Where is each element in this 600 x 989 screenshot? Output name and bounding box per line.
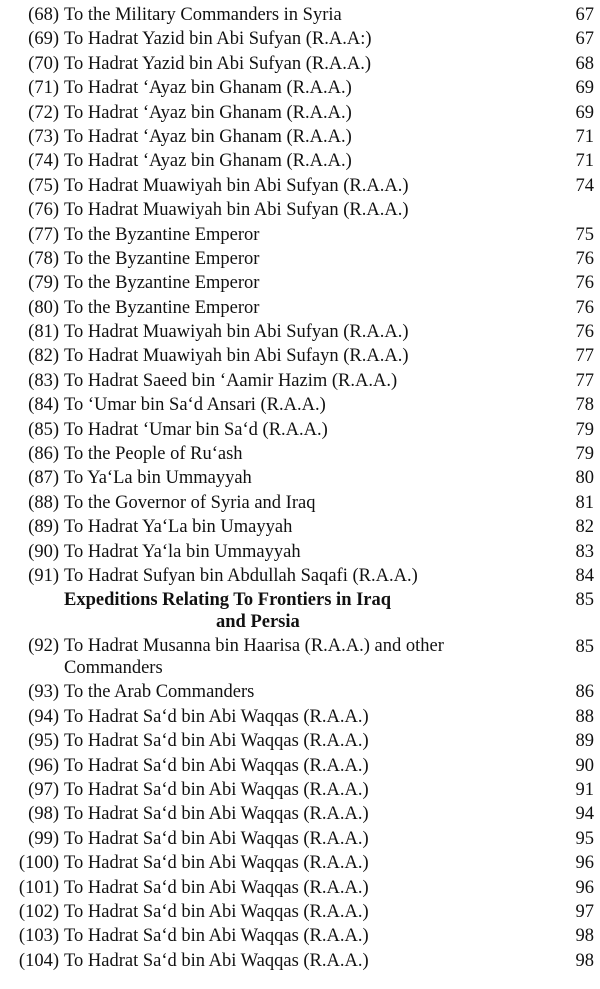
toc-entries-93-104 <box>0 680 600 973</box>
entry-page: 71 <box>575 151 594 172</box>
entry-title: To the Governor of Syria and Iraq <box>64 492 316 513</box>
entry-page: 78 <box>575 395 594 416</box>
entry-page: 77 <box>575 346 594 367</box>
section-heading-page: 85 <box>575 590 594 611</box>
entry-number: (81) <box>28 322 59 343</box>
entry-page: 89 <box>575 731 594 752</box>
entry-title: To Hadrat Sa‘d bin Abi Waqqas (R.A.A.) <box>64 950 369 971</box>
toc-entry <box>0 271 600 295</box>
entry-number: (103) <box>18 926 59 947</box>
entry-title: To Hadrat ‘Ayaz bin Ghanam (R.A.A.) <box>64 102 352 123</box>
entry-page: 98 <box>575 950 594 971</box>
entry-number: (84) <box>28 395 59 416</box>
toc-entry <box>0 3 600 27</box>
toc-entry <box>0 705 600 729</box>
toc-entry <box>0 296 600 320</box>
entry-number: (89) <box>28 517 59 538</box>
entry-title: To Hadrat ‘Ayaz bin Ghanam (R.A.A.) <box>64 151 352 172</box>
entry-number: (76) <box>28 200 59 221</box>
entry-page: 90 <box>575 755 594 776</box>
entry-title: To Hadrat Sa‘d bin Abi Waqqas (R.A.A.) <box>64 731 369 752</box>
toc-entry <box>0 442 600 466</box>
entry-page: 83 <box>575 541 594 562</box>
entry-page: 88 <box>575 706 594 727</box>
toc-entry <box>0 729 600 753</box>
toc-entry <box>0 52 600 76</box>
entry-number: (91) <box>28 565 59 586</box>
entry-title: To Hadrat Muawiyah bin Abi Sufyan (R.A.A.) <box>64 322 409 343</box>
toc-entry <box>0 634 600 680</box>
entry-number: (92) <box>28 636 59 657</box>
entry-title: To Hadrat Sa‘d bin Abi Waqqas (R.A.A.) <box>64 828 369 849</box>
entry-title: To Hadrat Sa‘d bin Abi Waqqas (R.A.A.) <box>64 901 369 922</box>
entry-title: To the Byzantine Emperor <box>64 248 260 269</box>
entry-page: 84 <box>575 565 594 586</box>
entry-page: 67 <box>575 29 594 50</box>
entry-page: 94 <box>575 804 594 825</box>
entry-number: (82) <box>28 346 59 367</box>
entry-page: 82 <box>575 517 594 538</box>
entry-page: 81 <box>575 492 594 513</box>
entry-number: (77) <box>28 224 59 245</box>
entry-title: To Hadrat Sa‘d bin Abi Waqqas (R.A.A.) <box>64 926 369 947</box>
entry-title: To Hadrat Muawiyah bin Abi Sufyan (R.A.A.) <box>64 175 409 196</box>
toc-entry <box>0 540 600 564</box>
entry-page: 79 <box>575 444 594 465</box>
entry-page: 96 <box>575 853 594 874</box>
entry-title: To the Byzantine Emperor <box>64 297 260 318</box>
toc-entry <box>0 876 600 900</box>
entry-title: To the Byzantine Emperor <box>64 224 260 245</box>
toc-entry <box>0 174 600 198</box>
toc-entry <box>0 754 600 778</box>
entry-number: (99) <box>28 828 59 849</box>
entry-number: (88) <box>28 492 59 513</box>
toc-entry <box>0 149 600 173</box>
entry-number: (79) <box>28 273 59 294</box>
entry-number: (83) <box>28 370 59 391</box>
entry-number: (71) <box>28 78 59 99</box>
entry-title: To the People of Ru‘ash <box>64 444 243 465</box>
toc-entry <box>0 76 600 100</box>
toc-entry <box>0 924 600 948</box>
entry-title: To Hadrat Yazid bin Abi Sufyan (R.A.A.) <box>64 53 372 74</box>
entry-number: (70) <box>28 53 59 74</box>
entry-number: (94) <box>28 706 59 727</box>
toc-entry <box>0 466 600 490</box>
entry-title: To Hadrat Saeed bin ‘Aamir Hazim (R.A.A.) <box>64 370 398 391</box>
toc-entry <box>0 564 600 588</box>
toc-entries-68-91 <box>0 3 600 588</box>
entry-title: To Hadrat Sa‘d bin Abi Waqqas (R.A.A.) <box>64 755 369 776</box>
entry-number: (90) <box>28 541 59 562</box>
entry-title: To Hadrat ‘Ayaz bin Ghanam (R.A.A.) <box>64 78 352 99</box>
entry-title: To Hadrat ‘Ayaz bin Ghanam (R.A.A.) <box>64 126 352 147</box>
entry-number: (73) <box>28 126 59 147</box>
entry-page: 76 <box>575 248 594 269</box>
entry-number: (101) <box>18 877 59 898</box>
entry-title: To Hadrat Sa‘d bin Abi Waqqas (R.A.A.) <box>64 706 369 727</box>
entry-page: 85 <box>575 637 594 658</box>
entry-number: (100) <box>18 853 59 874</box>
entry-page: 77 <box>575 370 594 391</box>
toc-entry <box>0 223 600 247</box>
entry-title: To the Arab Commanders <box>64 682 255 703</box>
toc-entry <box>0 247 600 271</box>
entry-page: 86 <box>575 682 594 703</box>
toc-entry <box>0 418 600 442</box>
entry-title: To Hadrat Muawiyah bin Abi Sufyan (R.A.A.) <box>64 200 409 221</box>
toc-entry <box>0 344 600 368</box>
entry-page: 91 <box>575 779 594 800</box>
toc-entry <box>0 369 600 393</box>
section-heading-line2: and Persia <box>216 612 300 633</box>
entry-title: To Hadrat Musanna bin Haarisa (R.A.A.) and other Commanders <box>64 636 444 679</box>
entry-page: 76 <box>575 273 594 294</box>
entry-title: To Hadrat Sufyan bin Abdullah Saqafi (R.A.A.) <box>64 565 418 586</box>
entry-page: 75 <box>575 224 594 245</box>
entry-number: (104) <box>18 950 59 971</box>
toc-entry <box>0 198 600 222</box>
toc-entry <box>0 778 600 802</box>
entry-number: (95) <box>28 731 59 752</box>
toc-entry <box>0 393 600 417</box>
entry-title: To Hadrat Sa‘d bin Abi Waqqas (R.A.A.) <box>64 877 369 898</box>
toc-entry <box>0 125 600 149</box>
entry-page: 97 <box>575 901 594 922</box>
entry-number: (75) <box>28 175 59 196</box>
entry-number: (68) <box>28 5 59 25</box>
entry-page: 74 <box>575 175 594 196</box>
entry-title: To Hadrat Sa‘d bin Abi Waqqas (R.A.A.) <box>64 804 369 825</box>
entry-number: (87) <box>28 468 59 489</box>
toc-entry <box>0 802 600 826</box>
entry-title: To Hadrat Yazid bin Abi Sufyan (R.A.A:) <box>64 29 372 50</box>
entry-number: (102) <box>18 901 59 922</box>
entry-page: 69 <box>575 102 594 123</box>
entry-page: 96 <box>575 877 594 898</box>
entry-page: 76 <box>575 322 594 343</box>
entry-page: 67 <box>575 5 594 25</box>
section-heading <box>0 588 600 634</box>
entry-title: To Hadrat Sa‘d bin Abi Waqqas (R.A.A.) <box>64 779 369 800</box>
entry-number: (74) <box>28 151 59 172</box>
entry-title: To the Military Commanders in Syria <box>64 5 342 25</box>
toc-entry <box>0 827 600 851</box>
toc-entry <box>0 27 600 51</box>
entry-number: (98) <box>28 804 59 825</box>
entry-title: To Hadrat Ya‘la bin Ummayyah <box>64 541 301 562</box>
entry-title: To Hadrat Sa‘d bin Abi Waqqas (R.A.A.) <box>64 853 369 874</box>
toc-entry <box>0 851 600 875</box>
toc-entry <box>0 320 600 344</box>
toc-entry <box>0 515 600 539</box>
entry-title: To Ya‘La bin Ummayyah <box>64 468 252 489</box>
toc-entry <box>0 900 600 924</box>
entry-number: (97) <box>28 779 59 800</box>
entry-number: (93) <box>28 682 59 703</box>
entry-title: To Hadrat ‘Umar bin Sa‘d (R.A.A.) <box>64 419 328 440</box>
entry-page: 98 <box>575 926 594 947</box>
toc-entry <box>0 491 600 515</box>
toc-entry <box>0 949 600 973</box>
entry-number: (96) <box>28 755 59 776</box>
entry-title: To Hadrat Ya‘La bin Umayyah <box>64 517 293 538</box>
entry-number: (72) <box>28 102 59 123</box>
entry-number: (86) <box>28 444 59 465</box>
entry-page: 69 <box>575 78 594 99</box>
entry-page: 71 <box>575 126 594 147</box>
entry-page: 80 <box>575 468 594 489</box>
entry-page: 79 <box>575 419 594 440</box>
entry-number: (80) <box>28 297 59 318</box>
entry-title: To the Byzantine Emperor <box>64 273 260 294</box>
entry-page: 76 <box>575 297 594 318</box>
entry-page: 95 <box>575 828 594 849</box>
section-heading-line1: Expeditions Relating To Frontiers in Iraq <box>64 590 392 611</box>
toc-entry <box>0 101 600 125</box>
entry-title: To Hadrat Muawiyah bin Abi Sufayn (R.A.A.) <box>64 346 409 367</box>
entry-number: (78) <box>28 248 59 269</box>
entry-title: To ‘Umar bin Sa‘d Ansari (R.A.A.) <box>64 395 326 416</box>
entry-number: (85) <box>28 419 59 440</box>
entry-number: (69) <box>28 29 59 50</box>
toc-entry <box>0 680 600 704</box>
entry-page: 68 <box>575 53 594 74</box>
